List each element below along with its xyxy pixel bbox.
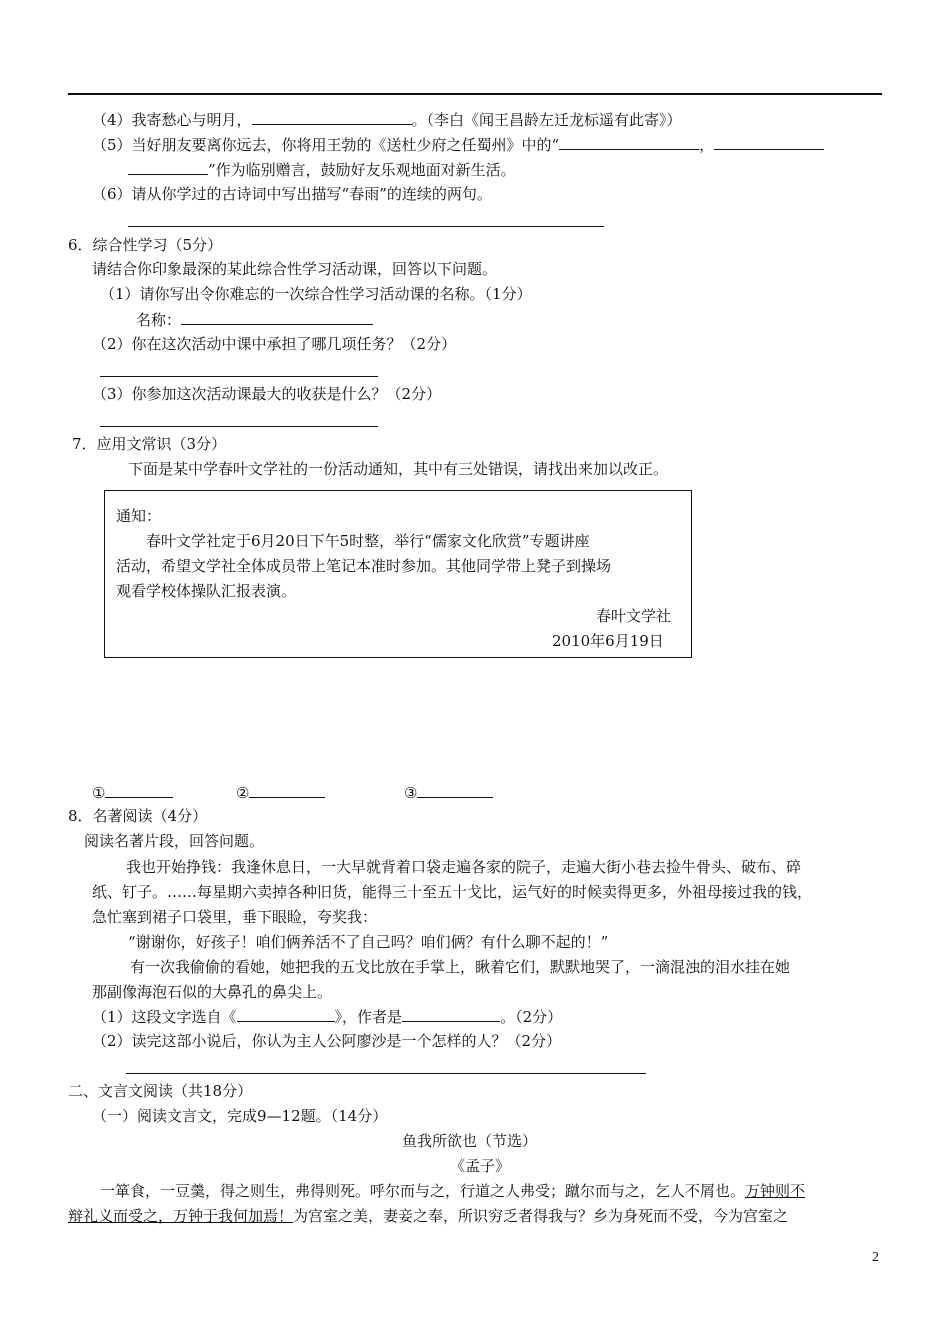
question-6-intro: 请结合你印象最深的某此综合性学习活动课，回答以下问题。 <box>92 260 498 278</box>
passage-line: 急忙塞到裙子口袋里，垂下眼睑，夸奖我： <box>92 908 378 926</box>
poem-item-5: （5）当好朋友要离你远去，你将用王勃的《送杜少府之任蜀州》中的“ ， <box>92 134 824 155</box>
question-8-intro: 阅读名著片段，回答问题。 <box>84 832 265 850</box>
answer-line[interactable] <box>126 1073 646 1074</box>
passage-line: 那副像海泡石似的大鼻孔的鼻尖上。 <box>92 983 333 1001</box>
passage-line: 我也开始挣钱：我逢休息日，一大早就背着口袋走遍各家的院子，走遍大街小巷去捡牛骨头、破布、碎 <box>126 858 802 876</box>
answer-blank[interactable] <box>714 134 824 150</box>
notice-line: 活动，希望文学社全体成员带上笔记本准时参加。其他同学带上凳子到操场 <box>116 557 612 575</box>
question-6-sub1: （1）请你写出令你难忘的一次综合性学习活动课的名称。（1分） <box>100 285 532 303</box>
notice-line: 春叶文学社定于6月20日下午5时整，举行“儒家文化欣赏”专题讲座 <box>146 532 590 550</box>
book-title-blank[interactable] <box>237 1006 335 1022</box>
answer-blank[interactable] <box>252 109 412 125</box>
text-author: 《孟子》 <box>450 1157 511 1175</box>
poem-item-5-cont: ”作为临别赠言，鼓励好友乐观地面对新生活。 <box>128 159 516 180</box>
classical-text-line: 一箪食，一豆羹，得之则生，弗得则死。呼尔而与之，行道之人弗受；蹴尔而与之，乞人不屑也。万钟则不 <box>100 1182 806 1200</box>
answer-blank[interactable] <box>105 782 173 798</box>
poem-item-4: （4）我寄愁心与明月， 。（李白《闻王昌龄左迁龙标遥有此寄》） <box>92 111 682 129</box>
name-blank[interactable] <box>181 309 373 325</box>
question-6-title: 6．综合性学习（5分） <box>68 236 223 254</box>
answer-blank[interactable] <box>249 782 325 798</box>
underlined-phrase: 辩礼义而受之，万钟于我何加焉！ <box>68 1207 294 1225</box>
passage-line: 纸、钉子。……每星期六卖掉各种旧货，能得三十至五十戈比，运气好的时候卖得更多，外祖母接过我的钱， <box>92 883 813 901</box>
notice-heading: 通知： <box>116 507 162 525</box>
answer-blank[interactable] <box>417 782 493 798</box>
question-7-intro: 下面是某中学春叶文学社的一份活动通知，其中有三处错误，请找出来加以改正。 <box>128 460 669 478</box>
answer-line[interactable] <box>100 376 378 377</box>
header-rule <box>68 93 882 95</box>
author-blank[interactable] <box>402 1006 500 1022</box>
passage-line: 有一次我偷偷的看她，她把我的五戈比放在手掌上，瞅着它们，默默地哭了，一滴混浊的泪水挂在她 <box>130 958 791 976</box>
question-6-sub3: （3）你参加这次活动课最大的收获是什么？（2分） <box>92 385 442 403</box>
answer-3: ③ <box>404 782 493 803</box>
passage-line: “谢谢你，好孩子！咱们俩养活不了自己吗？咱们俩？有什么聊不起的！” <box>128 933 609 951</box>
classical-text-line: 辩礼义而受之，万钟于我何加焉！为宫室之美，妻妾之奉，所识穷乏者得我与？乡为身死而不受，今为宫室之 <box>68 1207 789 1225</box>
answer-1: ① <box>92 782 173 803</box>
answer-2: ② <box>236 782 325 803</box>
underlined-phrase: 万钟则不 <box>745 1182 806 1200</box>
question-7-title: 7．应用文常识（3分） <box>72 435 227 453</box>
question-8-sub2: （2）读完这部小说后，你认为主人公阿廖沙是一个怎样的人？（2分） <box>92 1032 562 1050</box>
part-2-title: 二、文言文阅读（共18分） <box>68 1082 253 1100</box>
name-field: 名称： <box>136 309 373 330</box>
question-8-sub1: （1）这段文字选自《 》，作者是 。（2分） <box>92 1008 563 1026</box>
answer-line[interactable] <box>100 426 378 427</box>
poem-item-6: （6）请从你学过的古诗词中写出描写“春雨”的连续的两句。 <box>92 185 492 203</box>
page-number: 2 <box>872 1250 879 1265</box>
question-8-title: 8．名著阅读（4分） <box>68 807 208 825</box>
text-title: 鱼我所欲也（节选） <box>402 1132 538 1150</box>
notice-signature: 春叶文学社 <box>596 607 672 625</box>
notice-line: 观看学校体操队汇报表演。 <box>116 582 297 600</box>
question-6-sub2: （2）你在这次活动中课中承担了哪几项任务？（2分） <box>92 335 457 353</box>
answer-blank[interactable] <box>559 134 699 150</box>
answer-line[interactable] <box>128 226 604 227</box>
part-2-sub: （一）阅读文言文，完成9—12题。（14分） <box>92 1107 388 1125</box>
answer-blank[interactable] <box>128 159 208 175</box>
notice-date: 2010年6月19日 <box>552 632 664 650</box>
